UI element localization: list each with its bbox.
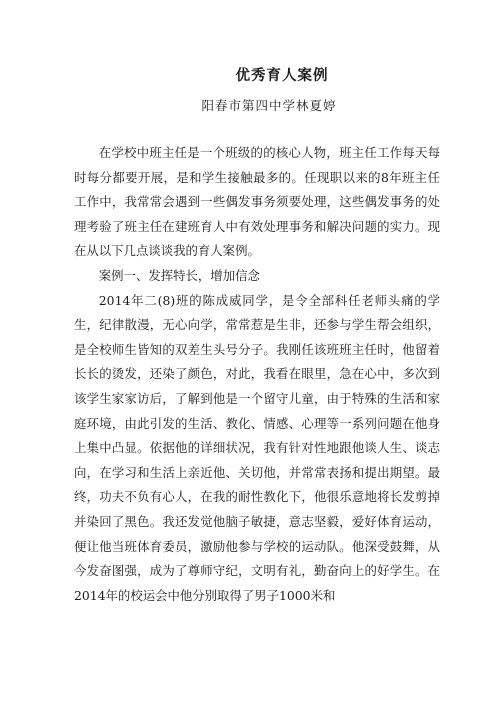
document-author: 阳春市第四中学林夏婷 bbox=[201, 98, 337, 113]
case1-heading: 案例一、发挥特长，增加信念 bbox=[98, 267, 260, 283]
document-body bbox=[74, 141, 440, 608]
case1-paragraph: 2014年二(8)班的陈成威同学，是令全部科任老师头痛的学生，纪律散漫，无心向学，常常惹是生非，还参与学生帮会组织，是全校师生皆知的双差生头号分子。我刚任该班班主任时，他留着长长的烫发，还染了颜色，对此，我看在眼里，急在心中，多次到该学生家家访后，了解到他是一个留守儿童，由于特殊的生活和家庭环境，由此引发的生活、教化、情感、心理等一系列问题在他身上集中凸显。依据他的详细状况，我有针对性地跟他谈人生、谈志向，在学习和生活上亲近他、关切他，并常常表扬和提出期望。最终，功夫不负有心人，在我的耐性教化下，他很乐意地将长发剪掉并染回了黑色。我还发觉他脑子敏捷，意志坚毅，爱好体育运动，便让他当班体育委员，激励他参与学校的运动队。他深受鼓舞，从今发奋图强，成为了尊师守纪，文明有礼，勤奋向上的好学生。在2014年的校运会中他分别取得了男子1000米和 bbox=[74, 292, 440, 603]
intro-paragraph: 在学校中班主任是一个班级的的核心人物，班主任工作每天每时每分都要开展，是和学生接触最多的。任现职以来的8年班主任工作中，我常常会遇到一些偶发事务须要处理，这些偶发事务的处理考验了班主任在建班育人中有效处理事务和解决问题的实力。现在从以下几点谈谈我的育人案例。 bbox=[74, 145, 440, 259]
document-title: 优秀育人案例 bbox=[235, 68, 329, 84]
